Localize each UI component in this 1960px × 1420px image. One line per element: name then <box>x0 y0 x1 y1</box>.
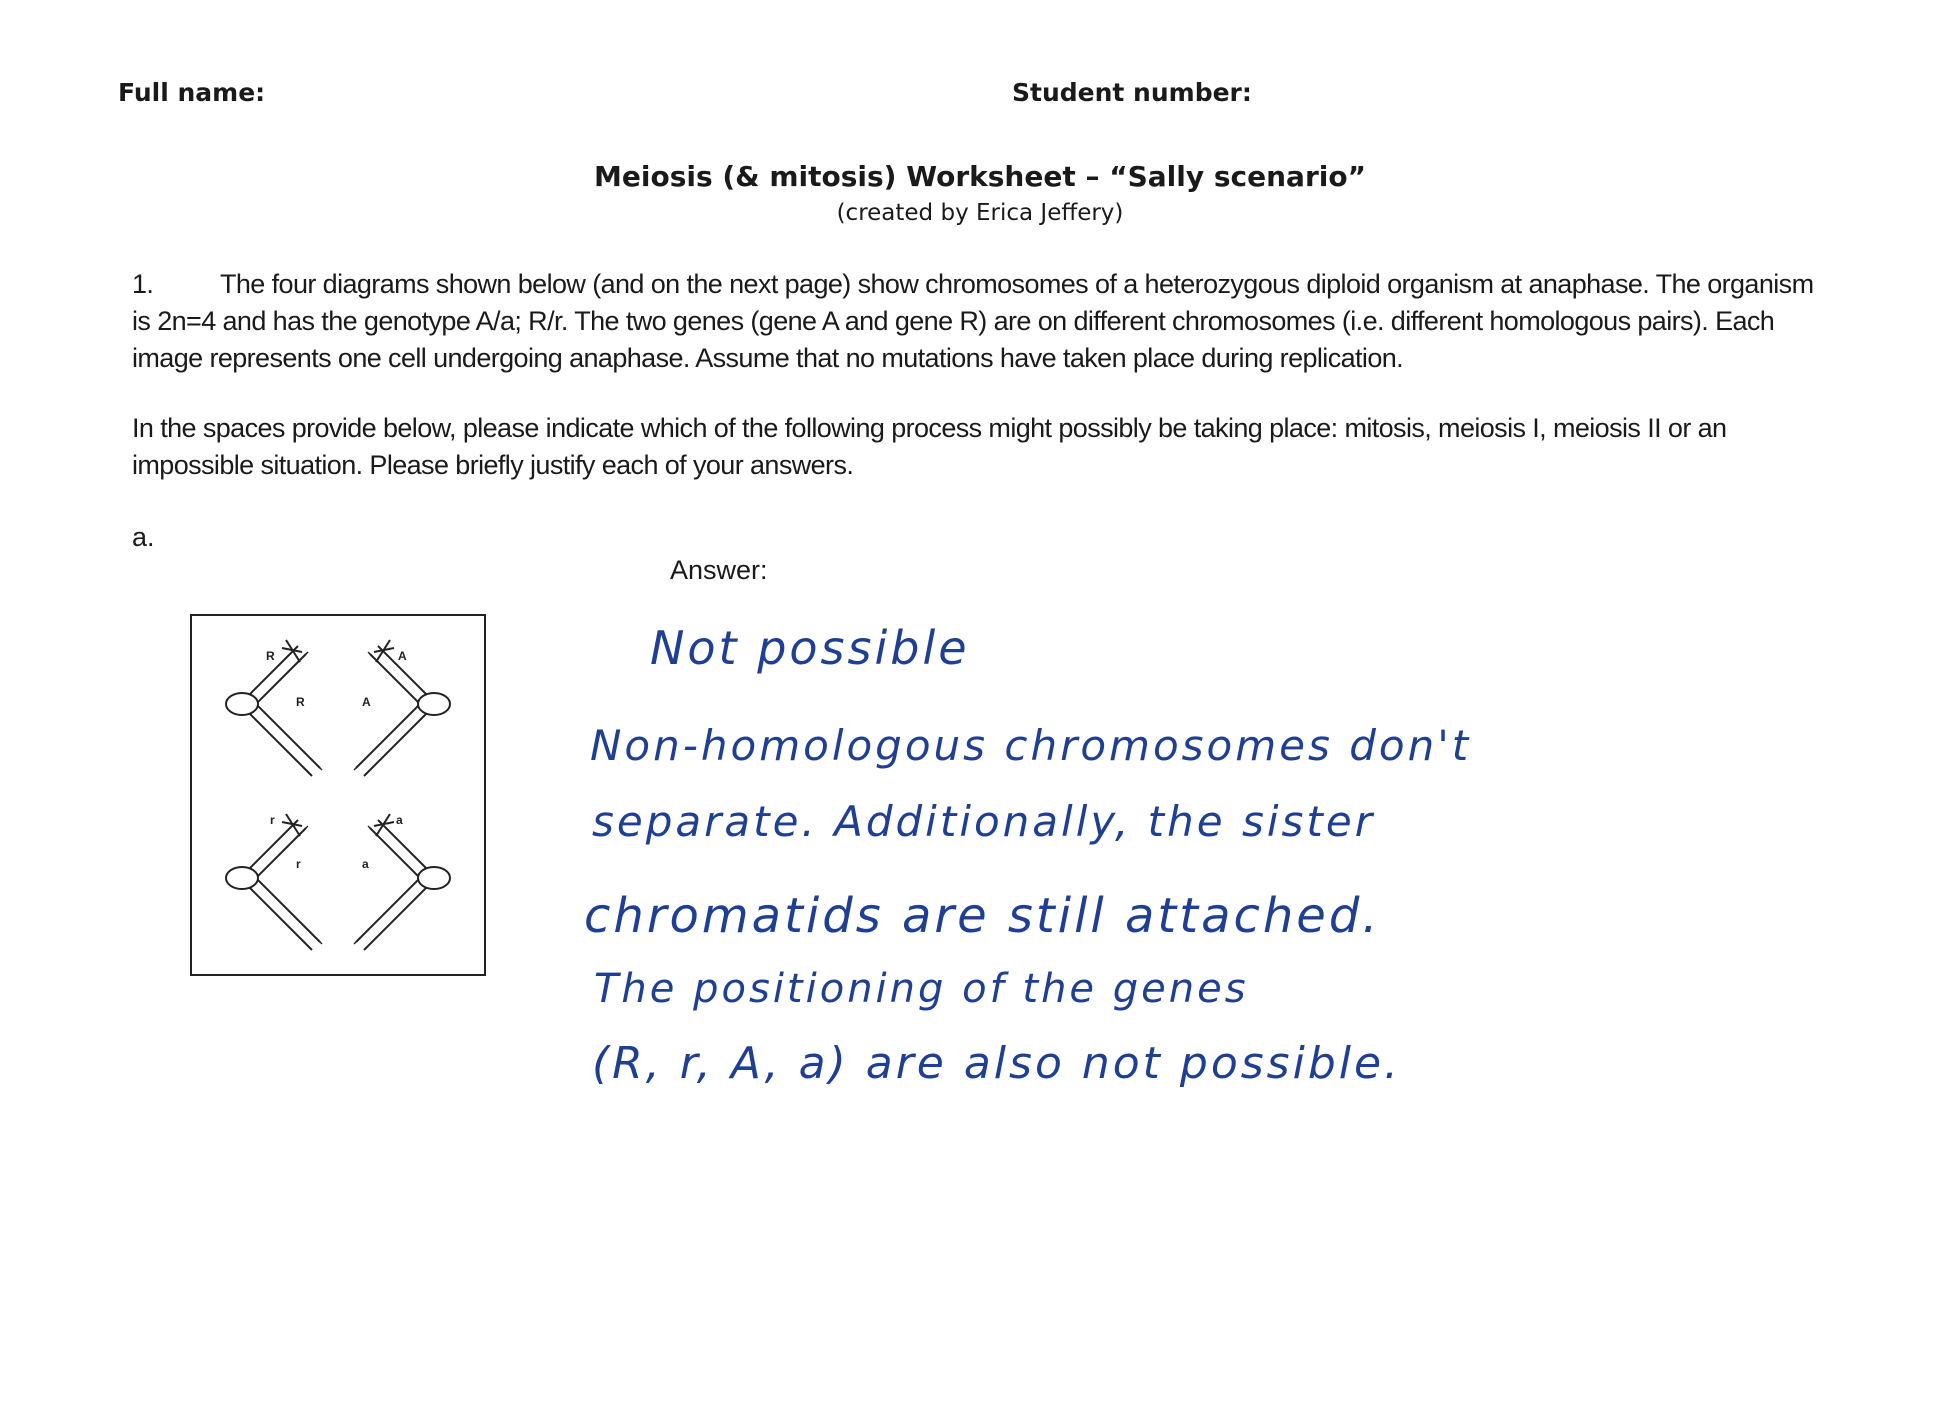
answer-label: Answer: <box>670 555 768 585</box>
label-top-left-inner: R <box>296 695 305 709</box>
question-number: 1. <box>132 269 154 299</box>
handwritten-answer <box>570 600 1730 1140</box>
label-bottom-right-inner: a <box>362 857 369 871</box>
full-name-label: Full name: <box>118 78 266 107</box>
worksheet-title <box>0 160 1960 193</box>
handwritten-line-6: (R, r, A, a) are also not possible. <box>592 1038 1402 1089</box>
label-bottom-left-outer: r <box>270 813 275 827</box>
part-a-label: a. <box>132 522 155 552</box>
label-bottom-left-inner: r <box>296 857 301 871</box>
label-bottom-right-outer: a <box>396 813 403 827</box>
question-1-text: The four diagrams shown below (and on the next page) show chromosomes of a heterozygous diploid organism at anaphase. The organism is 2n=4 and has the genotype A/a; R/r. The two genes (gene A and gene R) are on different chromosomes (i.e. different homologous pairs). Each image represents one cell undergoing anaphase. Assume that no mutations have taken place during replication. <box>132 269 1814 373</box>
handwritten-line-1: Not possible <box>650 621 970 675</box>
label-top-right-outer: A <box>398 649 407 663</box>
student-number-label: Student number: <box>1012 78 1252 107</box>
handwritten-line-5: The positioning of the genes <box>594 966 1249 1012</box>
question-1 <box>132 266 1832 377</box>
chromosome-diagram <box>190 614 486 976</box>
handwritten-line-3: separate. Additionally, the sister <box>592 797 1375 846</box>
instructions-paragraph: In the spaces provide below, please indicate which of the following process might possibly be taking place: mitosis, meiosis I, meiosis II or an impossible situation. Please briefly justify each of your answers. <box>132 413 1727 480</box>
label-top-right-inner: A <box>362 695 371 709</box>
handwritten-line-2: Non-homologous chromosomes don't <box>590 721 1472 770</box>
label-top-left-outer: R <box>266 649 275 663</box>
worksheet-title-text: Meiosis (& mitosis) Worksheet – “Sally scenario” <box>594 160 1366 193</box>
worksheet-subtitle: (created by Erica Jeffery) <box>836 200 1124 226</box>
handwritten-line-4: chromatids are still attached. <box>584 888 1381 944</box>
